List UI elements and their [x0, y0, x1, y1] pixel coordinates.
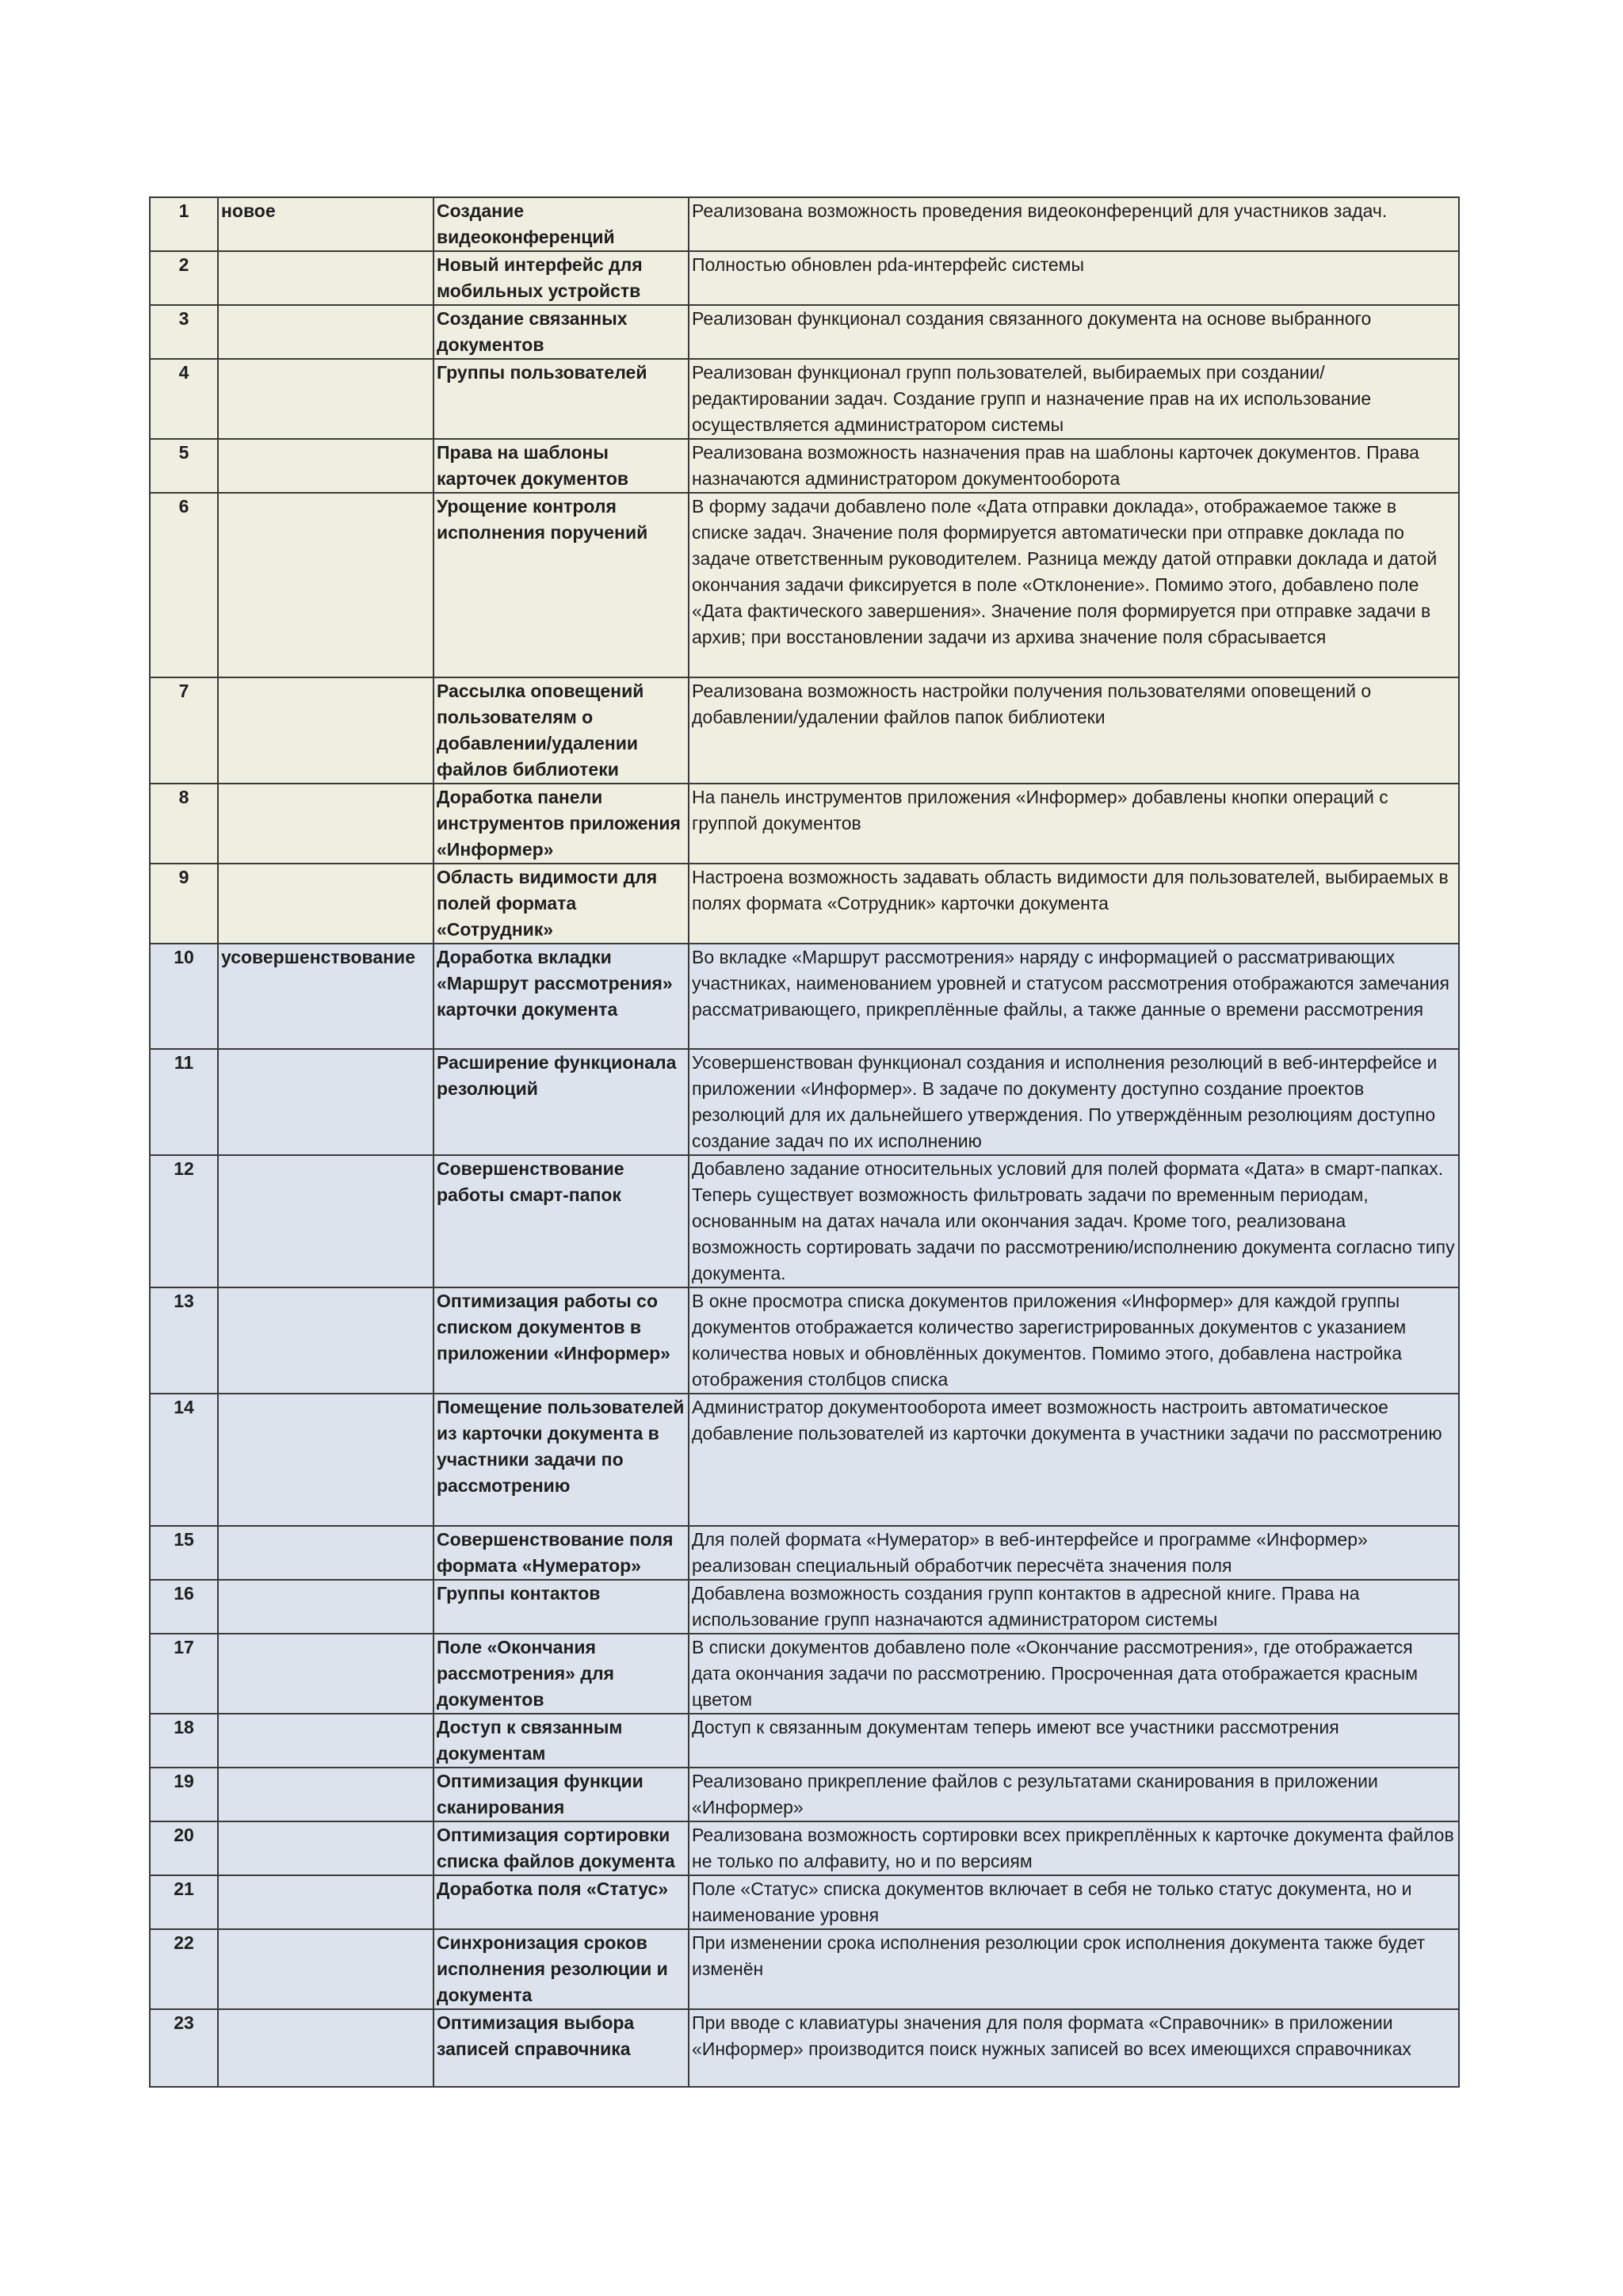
- row-category: [218, 1049, 433, 1155]
- features-table: [149, 196, 1460, 2088]
- row-number: 1: [150, 197, 218, 251]
- row-category: [218, 251, 433, 305]
- row-description: Администратор документооборота имеет возможность настроить автоматическое добавление пользователей из карточки документа в участники задачи по рассмотрению: [689, 1394, 1459, 1526]
- row-category: [218, 1394, 433, 1526]
- row-category: [218, 1875, 433, 1929]
- row-description: Полностью обновлен pda-интерфейс системы: [689, 251, 1459, 305]
- table-row: [150, 1394, 1459, 1526]
- row-title: Совершенствование поля формата «Нумератор»: [433, 1526, 689, 1580]
- row-description: Реализован функционал групп пользователей, выбираемых при создании/редактировании задач. Создание групп и назначение прав на их использование осуществляется администратором системы: [689, 359, 1459, 439]
- row-number: 16: [150, 1580, 218, 1634]
- row-title: Урощение контроля исполнения поручений: [433, 493, 689, 677]
- row-category: [218, 1929, 433, 2009]
- row-title: Оптимизация сортировки списка файлов документа: [433, 1821, 689, 1875]
- table-row: [150, 1768, 1459, 1821]
- row-category: [218, 1287, 433, 1394]
- row-title: Группы пользователей: [433, 359, 689, 439]
- row-category: [218, 1580, 433, 1634]
- row-category: [218, 864, 433, 944]
- row-number: 3: [150, 305, 218, 359]
- row-description: Добавлена возможность создания групп контактов в адресной книге. Права на использование групп назначаются администратором системы: [689, 1580, 1459, 1634]
- table-row: [150, 197, 1459, 251]
- row-description: Реализована возможность проведения видеоконференций для участников задач.: [689, 197, 1459, 251]
- row-number: 7: [150, 677, 218, 784]
- row-number: 19: [150, 1768, 218, 1821]
- table-row: [150, 1049, 1459, 1155]
- row-description: Реализована возможность настройки получения пользователями оповещений о добавлении/удалении файлов папок библиотеки: [689, 677, 1459, 784]
- row-category: [218, 1821, 433, 1875]
- row-category: [218, 359, 433, 439]
- row-description: В списки документов добавлено поле «Окончание рассмотрения», где отображается дата окончания задачи по рассмотрению. Просроченная дата отображается красным цветом: [689, 1634, 1459, 1714]
- row-number: 22: [150, 1929, 218, 2009]
- table-row: [150, 2009, 1459, 2087]
- row-category: [218, 493, 433, 677]
- row-number: 4: [150, 359, 218, 439]
- row-description: Во вкладке «Маршрут рассмотрения» наряду с информацией о рассматривающих участниках, наименованием уровней и статусом рассмотрения отображаются замечания рассматривающего, прикреплённые файлы, а также данные о времени рассмотрения: [689, 944, 1459, 1049]
- row-description: Реализована возможность сортировки всех прикреплённых к карточке документа файлов не только по алфавиту, но и по версиям: [689, 1821, 1459, 1875]
- row-description: Усовершенствован функционал создания и исполнения резолюций в веб-интерфейсе и приложении «Информер». В задаче по документу доступно создание проектов резолюций для их дальнейшего утверждения. По утверждённым резолюциям доступно создание задач по их исполнению: [689, 1049, 1459, 1155]
- row-title: Доработка вкладки «Маршрут рассмотрения» карточки документа: [433, 944, 689, 1049]
- row-number: 8: [150, 784, 218, 864]
- row-title: Помещение пользователей из карточки документа в участники задачи по рассмотрению: [433, 1394, 689, 1526]
- table-row: [150, 439, 1459, 493]
- row-title: Синхронизация сроков исполнения резолюции и документа: [433, 1929, 689, 2009]
- row-title: Оптимизация работы со списком документов в приложении «Информер»: [433, 1287, 689, 1394]
- row-category: [218, 784, 433, 864]
- row-title: Область видимости для полей формата «Сотрудник»: [433, 864, 689, 944]
- row-number: 12: [150, 1155, 218, 1287]
- row-description: В окне просмотра списка документов приложения «Информер» для каждой группы документов отображается количество зарегистрированных документов с указанием количества новых и обновлённых документов. Помимо этого, добавлена настройка отображения столбцов списка: [689, 1287, 1459, 1394]
- row-category: [218, 1634, 433, 1714]
- row-description: При вводе с клавиатуры значения для поля формата «Справочник» в приложении «Информер» производится поиск нужных записей во всех имеющихся справочниках: [689, 2009, 1459, 2087]
- row-category: [218, 1768, 433, 1821]
- row-title: Поле «Окончания рассмотрения» для документов: [433, 1634, 689, 1714]
- row-category: [218, 677, 433, 784]
- row-category: новое: [218, 197, 433, 251]
- row-number: 2: [150, 251, 218, 305]
- row-category: [218, 439, 433, 493]
- row-category: усовершенствование: [218, 944, 433, 1049]
- row-category: [218, 1526, 433, 1580]
- row-title: Создание связанных документов: [433, 305, 689, 359]
- row-number: 5: [150, 439, 218, 493]
- row-title: Новый интерфейс для мобильных устройств: [433, 251, 689, 305]
- row-number: 17: [150, 1634, 218, 1714]
- row-title: Оптимизация функции сканирования: [433, 1768, 689, 1821]
- table-row: [150, 1287, 1459, 1394]
- table-row: [150, 1714, 1459, 1768]
- row-category: [218, 1714, 433, 1768]
- table-row: [150, 1875, 1459, 1929]
- table-row: [150, 493, 1459, 677]
- table-row: [150, 1526, 1459, 1580]
- row-title: Создание видеоконференций: [433, 197, 689, 251]
- row-description: Реализован функционал создания связанного документа на основе выбранного: [689, 305, 1459, 359]
- row-title: Рассылка оповещений пользователям о добавлении/удалении файлов библиотеки: [433, 677, 689, 784]
- row-number: 18: [150, 1714, 218, 1768]
- row-category: [218, 2009, 433, 2087]
- row-number: 15: [150, 1526, 218, 1580]
- row-description: Поле «Статус» списка документов включает в себя не только статус документа, но и наименование уровня: [689, 1875, 1459, 1929]
- row-category: [218, 1155, 433, 1287]
- row-number: 14: [150, 1394, 218, 1526]
- row-number: 21: [150, 1875, 218, 1929]
- release-notes-document: [149, 196, 1458, 2088]
- row-number: 10: [150, 944, 218, 1049]
- row-number: 23: [150, 2009, 218, 2087]
- row-title: Доработка поля «Статус»: [433, 1875, 689, 1929]
- table-row: [150, 677, 1459, 784]
- table-row: [150, 1929, 1459, 2009]
- row-title: Группы контактов: [433, 1580, 689, 1634]
- row-description: При изменении срока исполнения резолюции срок исполнения документа также будет изменён: [689, 1929, 1459, 2009]
- table-row: [150, 1580, 1459, 1634]
- row-description: Настроена возможность задавать область видимости для пользователей, выбираемых в полях формата «Сотрудник» карточки документа: [689, 864, 1459, 944]
- row-number: 20: [150, 1821, 218, 1875]
- table-row: [150, 1821, 1459, 1875]
- row-description: В форму задачи добавлено поле «Дата отправки доклада», отображаемое также в списке задач. Значение поля формируется автоматически при отправке доклада по задаче ответственным руководителем. Разница между датой отправки доклада и датой окончания задачи фиксируется в поле «Отклонение». Помимо этого, добавлено поле «Дата фактического завершения». Значение поля формируется при отправке задачи в архив; при восстановлении задачи из архива значение поля сбрасывается: [689, 493, 1459, 677]
- row-number: 13: [150, 1287, 218, 1394]
- row-title: Доработка панели инструментов приложения «Информер»: [433, 784, 689, 864]
- row-description: Реализовано прикрепление файлов с результатами сканирования в приложении «Информер»: [689, 1768, 1459, 1821]
- row-category: [218, 305, 433, 359]
- row-title: Совершенствование работы смарт-папок: [433, 1155, 689, 1287]
- table-row: [150, 1634, 1459, 1714]
- table-row: [150, 305, 1459, 359]
- row-title: Доступ к связанным документам: [433, 1714, 689, 1768]
- row-description: Для полей формата «Нумератор» в веб-интерфейсе и программе «Информер» реализован специальный обработчик пересчёта значения поля: [689, 1526, 1459, 1580]
- row-description: Добавлено задание относительных условий для полей формата «Дата» в смарт-папках. Теперь существует возможность фильтровать задачи по временным периодам, основанным на датах начала или окончания задач. Кроме того, реализована возможность сортировать задачи по рассмотрению/исполнению документа согласно типу документа.: [689, 1155, 1459, 1287]
- row-number: 6: [150, 493, 218, 677]
- table-row: [150, 944, 1459, 1049]
- table-row: [150, 864, 1459, 944]
- table-row: [150, 359, 1459, 439]
- row-number: 11: [150, 1049, 218, 1155]
- row-description: Реализована возможность назначения прав на шаблоны карточек документов. Права назначаются администратором документооборота: [689, 439, 1459, 493]
- row-description: Доступ к связанным документам теперь имеют все участники рассмотрения: [689, 1714, 1459, 1768]
- row-description: На панель инструментов приложения «Информер» добавлены кнопки операций с группой документов: [689, 784, 1459, 864]
- table-row: [150, 1155, 1459, 1287]
- row-title: Права на шаблоны карточек документов: [433, 439, 689, 493]
- table-row: [150, 251, 1459, 305]
- table-row: [150, 784, 1459, 864]
- row-number: 9: [150, 864, 218, 944]
- row-title: Оптимизация выбора записей справочника: [433, 2009, 689, 2087]
- row-title: Расширение функционала резолюций: [433, 1049, 689, 1155]
